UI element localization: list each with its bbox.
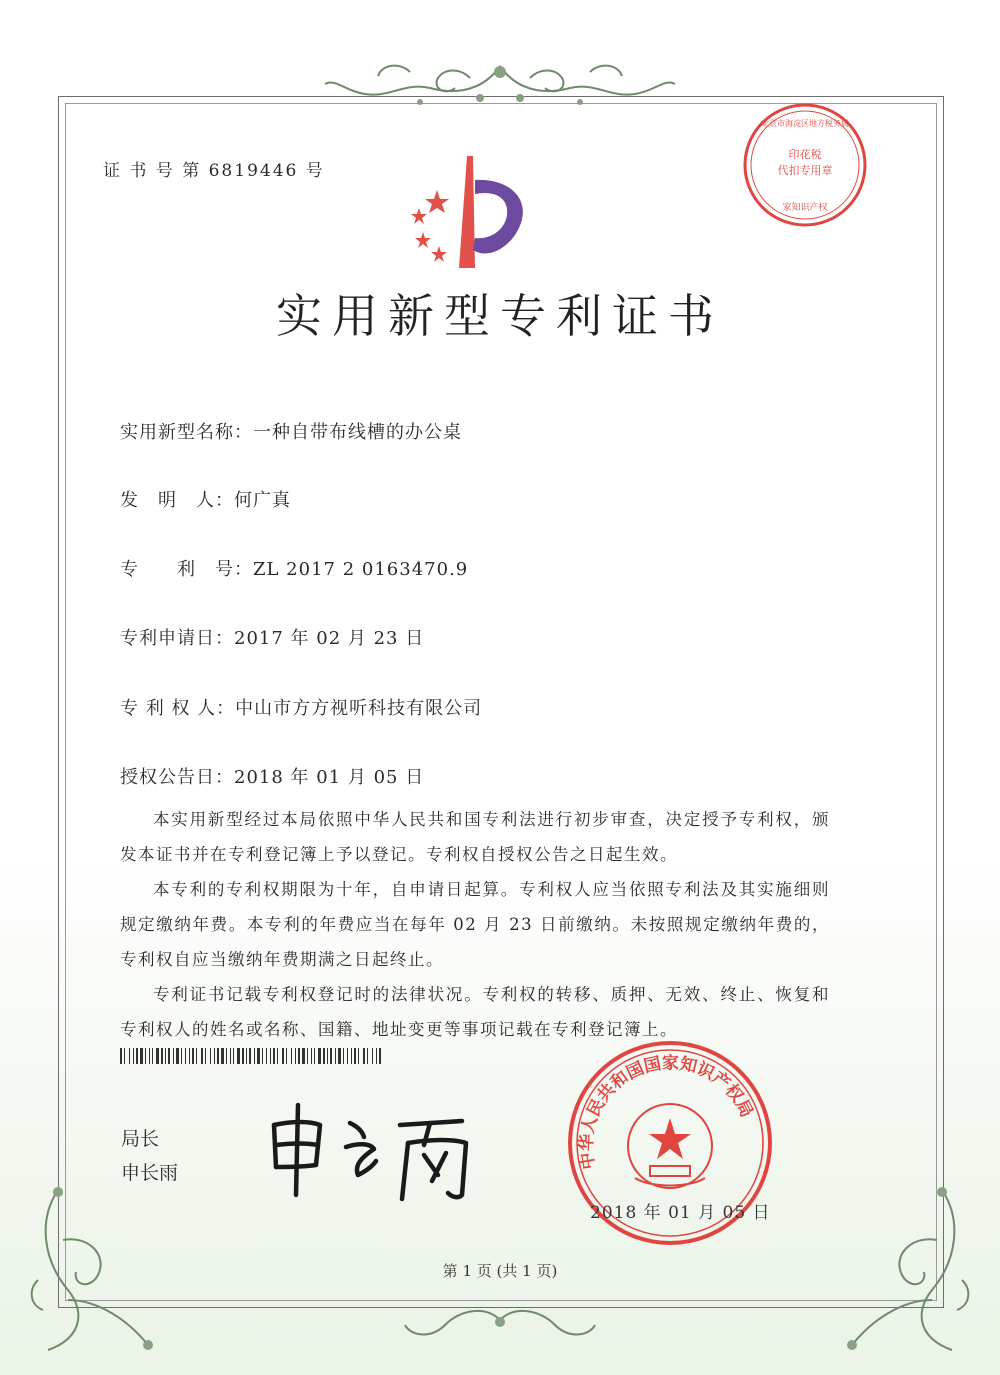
barcode-icon	[120, 1048, 385, 1064]
body-paragraph: 本专利的专利权期限为十年，自申请日起算。专利权人应当依照专利法及其实施细则规定缴纳年费。本专利的年费应当在每年 02 月 23 日前缴纳。未按照规定缴纳年费的，专利权自应当缴纳年费期满之日起终止。	[120, 880, 830, 969]
director-name: 申长雨	[121, 1162, 179, 1184]
field-label: 专 利 权 人：	[120, 698, 236, 719]
field-value: 一种自带布线槽的办公桌	[253, 422, 462, 443]
field-patentee	[120, 694, 482, 720]
body-paragraph: 本实用新型经过本局依照中华人民共和国专利法进行初步审查，决定授予专利权，颁发本证书并在专利登记簿上予以登记。专利权自授权公告之日起生效。	[120, 810, 830, 864]
issue-date: 2018 年 01 月 05 日	[590, 1203, 771, 1223]
svg-text:北京市海淀区地方税务局: 北京市海淀区地方税务局	[761, 119, 849, 128]
body-paragraph: 专利证书记载专利权登记时的法律状况。专利权的转移、质押、无效、终止、恢复和专利权人的姓名或名称、国籍、地址变更等事项记载在专利登记簿上。	[120, 985, 830, 1039]
certificate-title: 实用新型专利证书	[276, 289, 724, 343]
field-utility-model-name	[120, 418, 462, 444]
field-value: 中山市方方视听科技有限公司	[235, 698, 483, 719]
svg-text:代扣专用章: 代扣专用章	[777, 164, 833, 177]
field-value: 2018 年 01 月 05 日	[234, 767, 425, 788]
bottom-center-ornament	[400, 1300, 600, 1350]
tax-stamp-seal-icon	[740, 100, 870, 230]
field-value: ZL 2017 2 0163470.9	[253, 559, 469, 580]
certificate-body	[120, 802, 830, 1047]
field-application-date	[120, 624, 424, 650]
field-inventor	[120, 486, 291, 512]
field-label: 授权公告日：	[120, 767, 234, 788]
field-patent-number	[120, 555, 468, 581]
field-label: 实用新型名称：	[120, 422, 253, 443]
director-title: 局长	[121, 1128, 160, 1150]
director-block	[121, 1122, 178, 1190]
field-label: 专 利 号：	[120, 559, 253, 580]
patent-office-emblem-icon	[395, 150, 545, 280]
field-label: 发 明 人：	[120, 490, 234, 511]
top-ornament	[320, 58, 680, 116]
field-value: 何广真	[234, 490, 291, 511]
certificate-number: 证 书 号 第 6819446 号	[103, 161, 325, 181]
field-value: 2017 年 02 月 23 日	[234, 628, 425, 649]
svg-text:印花税: 印花税	[788, 148, 822, 161]
page-number: 第 1 页 (共 1 页)	[442, 1262, 558, 1280]
field-label: 专利申请日：	[120, 628, 234, 649]
field-grant-announcement-date	[120, 763, 424, 789]
director-signature-icon	[262, 1095, 482, 1205]
seal-text: 中华人民共和国国家知识产权局	[576, 1053, 757, 1171]
svg-text:家知识产权: 家知识产权	[782, 203, 828, 213]
